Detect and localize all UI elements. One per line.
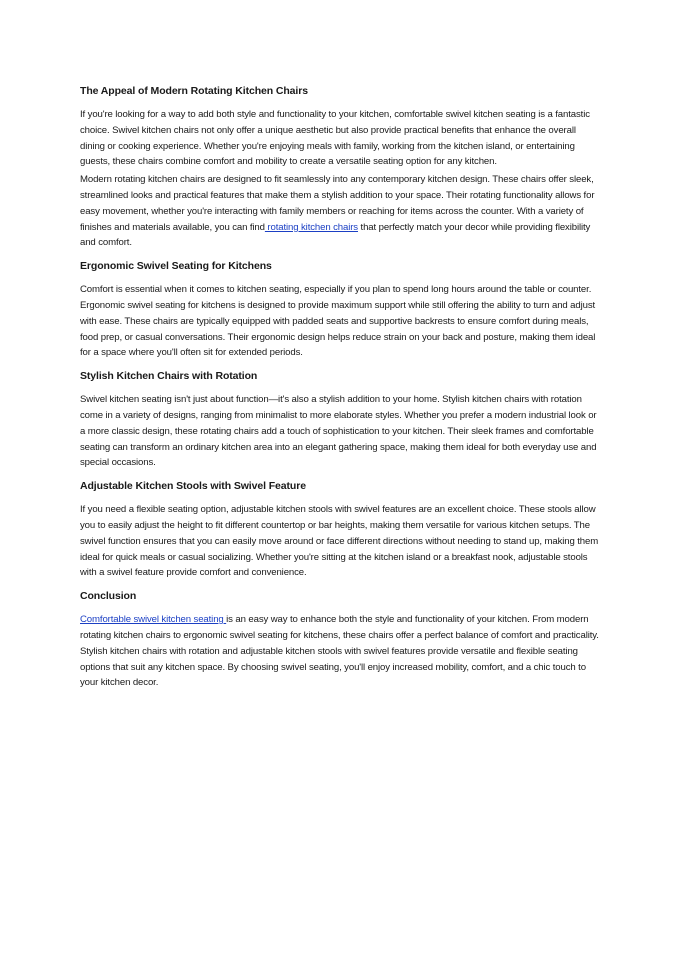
- paragraph-modern-text: Modern rotating kitchen chairs are designed to fit seamlessly into any contemporary kitchen design. These chairs offer sleek, streamlined looks and practical features that make them a stylish addition to your space. Their rotating functionality allows for easy movement, whether you're interacting with family members or reaching for items across the counter. With a variety of finishes and materials available, you can find: [80, 174, 595, 233]
- heading-ergonomic: Ergonomic Swivel Seating for Kitchens: [80, 260, 272, 273]
- paragraph-intro: If you're looking for a way to add both style and functionality to your kitchen, comfortable swivel kitchen seating is a fantastic choice. Swivel kitchen chairs not only offer a unique aesthetic but also provide practical benefits that enhance the overall dining or cooking experience. Whether you're enjoying meals with family, working from the kitchen island, or entertaining guests, these chairs combine comfort and mobility to create a versatile seating option for any kitchen.: [80, 109, 590, 168]
- paragraph-ergonomic: Comfort is essential when it comes to kitchen seating, especially if you plan to spend long hours around the table or counter. Ergonomic swivel seating for kitchens is designed to provide maximum support while still offering the ability to turn and adjust with ease. These chairs are typically equipped with padded seats and supportive backrests to ensure comfort during meals, food prep, or casual conversations. Their ergonomic design helps reduce strain on your back and posture, making them ideal for a space where you'll often sit for extended periods.: [80, 284, 596, 359]
- rotating-kitchen-chairs-link[interactable]: rotating kitchen chairs: [264, 221, 358, 233]
- heading-adjustable: Adjustable Kitchen Stools with Swivel Feature: [80, 480, 306, 493]
- paragraph-conclusion-text: is an easy way to enhance both the style and functionality of your kitchen. From modern rotating kitchen chairs to ergonomic swivel seating for kitchens, these chairs offer a perfect balance of comfort and practicality. Stylish kitchen chairs with rotation and adjustable kitchen stools with swivel features provide versatile and flexible seating options that suit any kitchen space. By choosing swivel seating, you'll enjoy increased mobility, comfort, and a chic touch to your kitchen decor.: [80, 614, 599, 689]
- paragraph-modern-tail: that perfectly match your decor while providing flexibility and comfort.: [80, 221, 591, 249]
- paragraph-modern: [80, 172, 599, 251]
- heading-conclusion: Conclusion: [80, 590, 137, 603]
- heading-stylish: Stylish Kitchen Chairs with Rotation: [80, 370, 258, 383]
- comfortable-swivel-seating-link[interactable]: Comfortable swivel kitchen seating: [80, 614, 227, 626]
- paragraph-conclusion: [80, 612, 599, 691]
- heading-appeal: The Appeal of Modern Rotating Kitchen Chairs: [80, 85, 308, 97]
- paragraph-stylish: Swivel kitchen seating isn't just about function—it's also a stylish addition to your home. Stylish kitchen chairs with rotation come in a variety of designs, ranging from minimalist to more elaborate styles. Whether you prefer a modern industrial look or a more classic design, these rotating chairs add a touch of sophistication to your kitchen. Their sleek frames and comfortable seating can transform an ordinary kitchen area into an elegant gathering space, making them ideal for both everyday use and special occasions.: [80, 394, 597, 469]
- paragraph-adjustable: If you need a flexible seating option, adjustable kitchen stools with swivel features are an excellent choice. These stools allow you to easily adjust the height to fit different countertop or bar heights, making them versatile for various kitchen setups. The swivel function ensures that you can easily move around or face different directions without needing to stand up, making them ideal for quick meals or casual socializing. Whether you're sitting at the kitchen island or a breakfast nook, adjustable stools with a swivel feature provide comfort and convenience.: [80, 504, 599, 579]
